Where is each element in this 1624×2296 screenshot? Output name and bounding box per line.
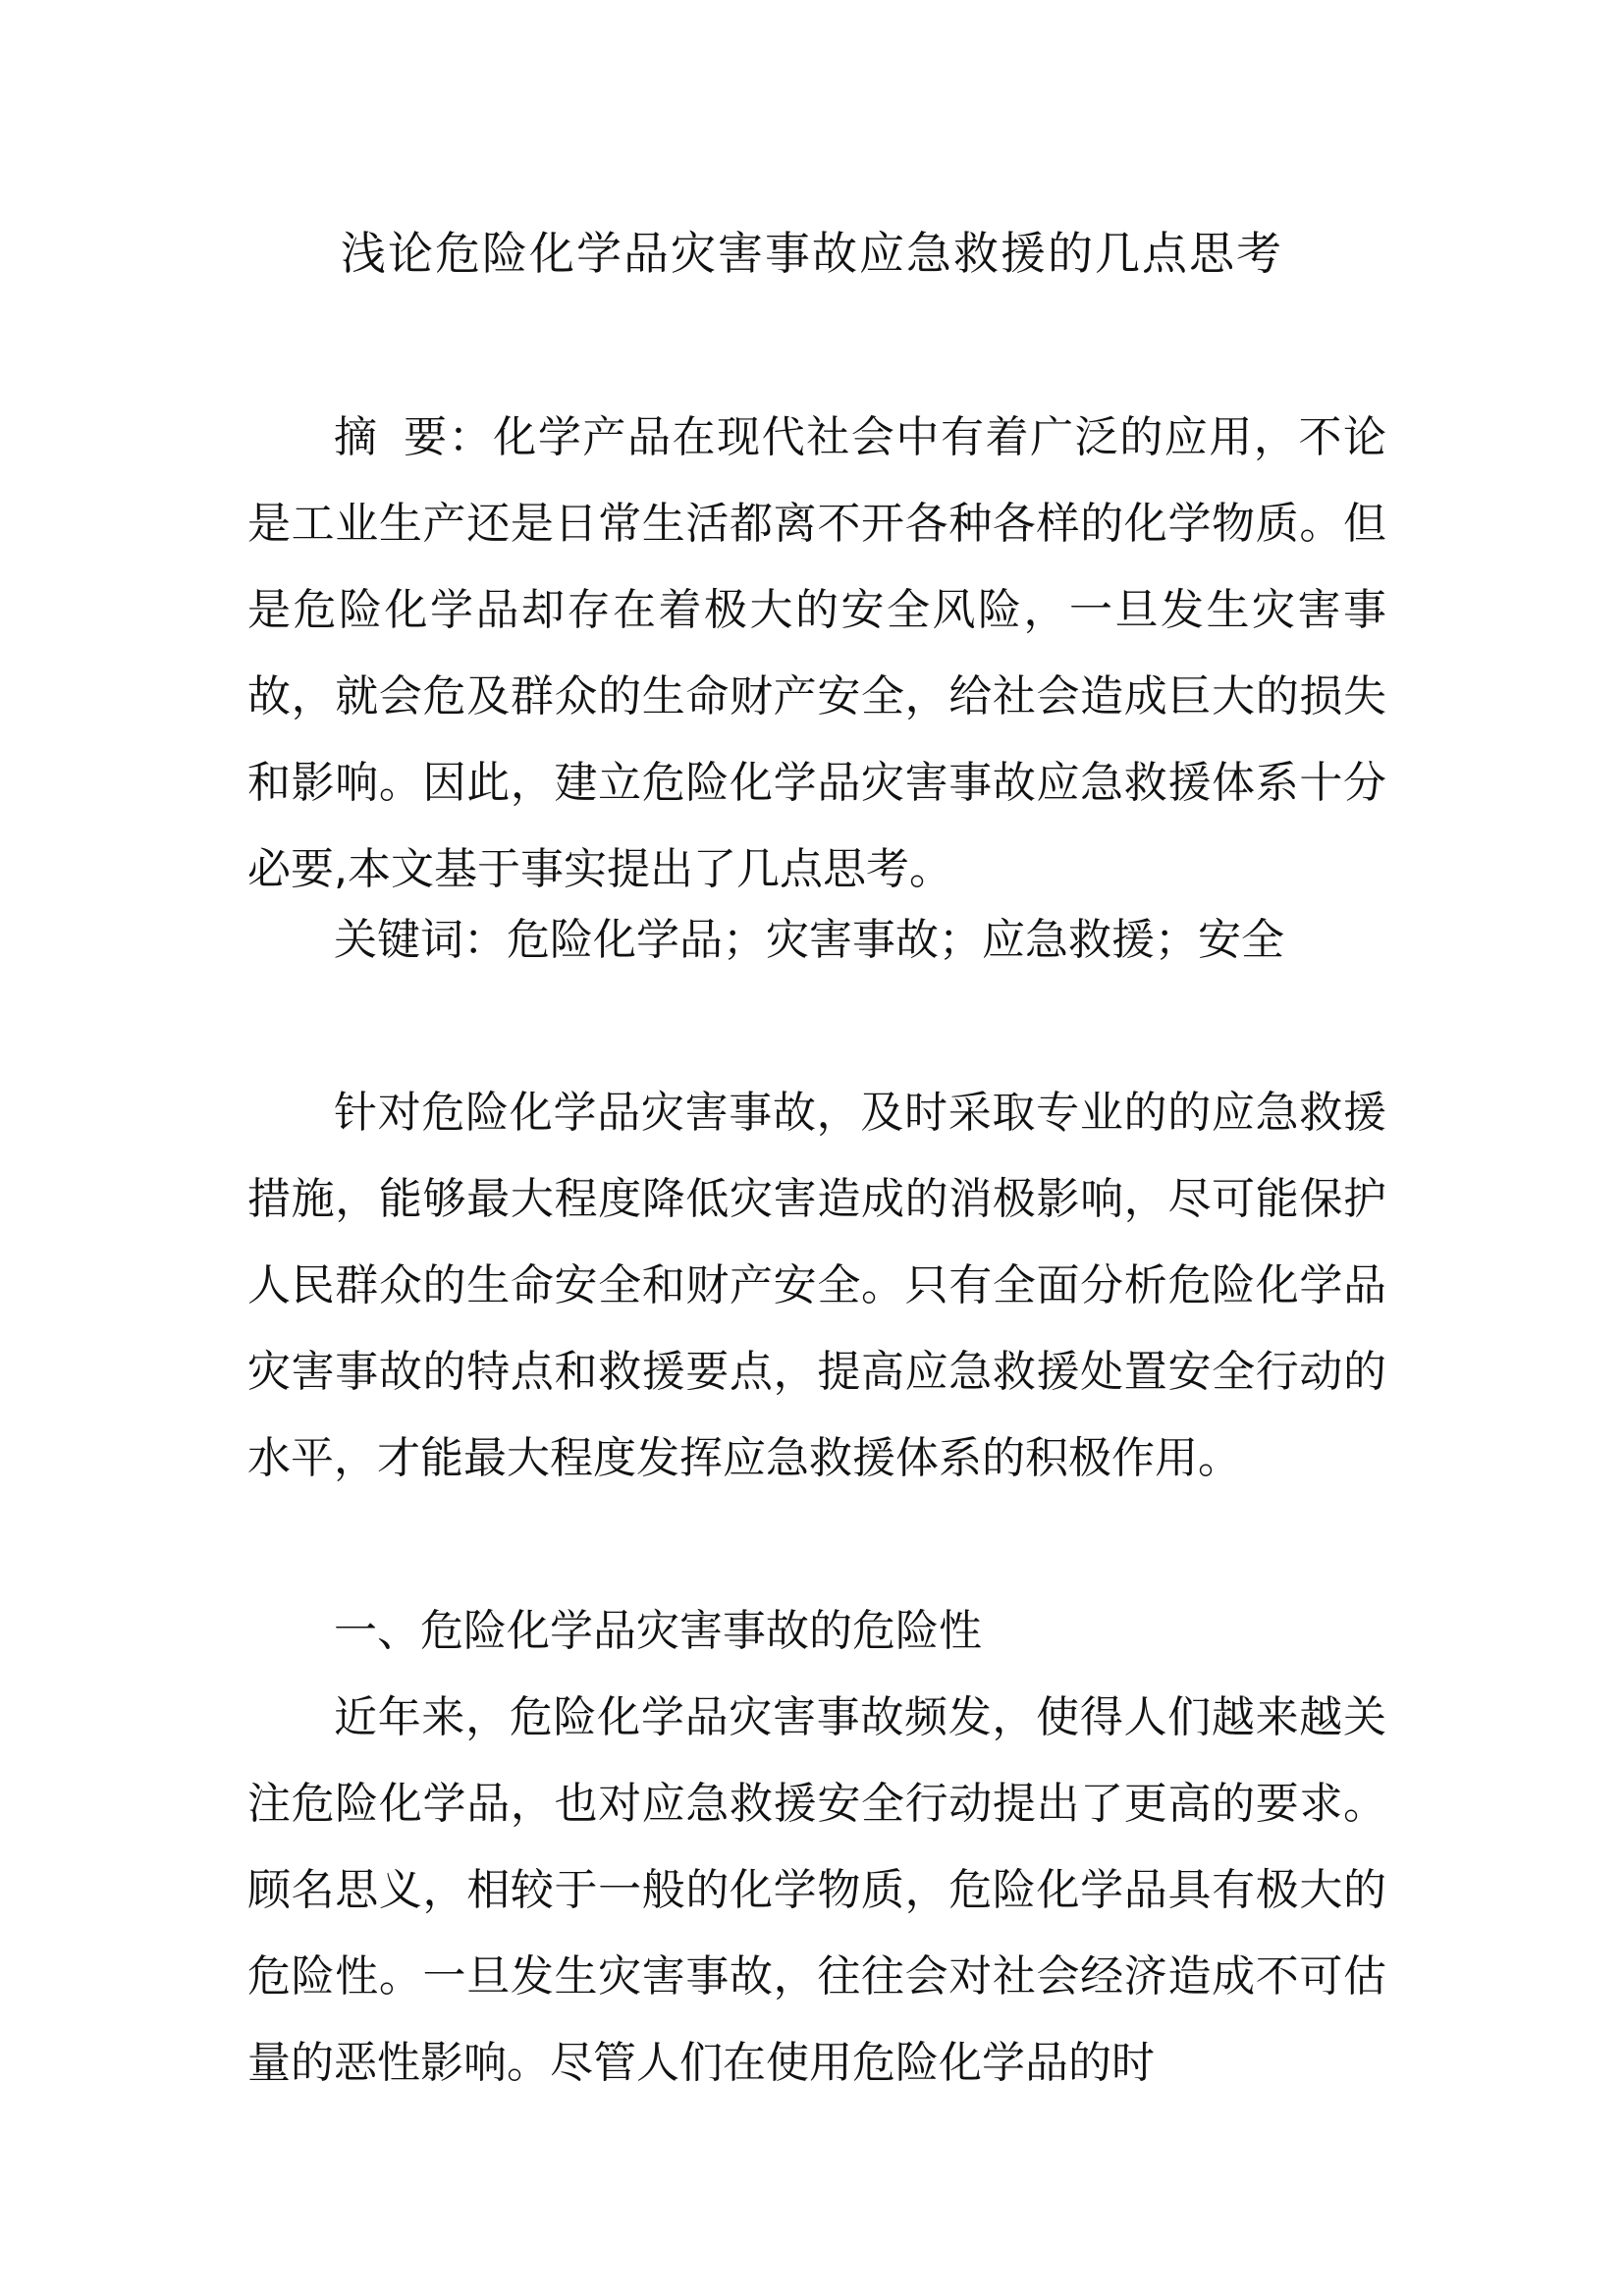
document-title: 浅论危险化学品灾害事故应急救援的几点思考 <box>341 227 1283 280</box>
abstract-label <box>334 412 493 462</box>
keywords-line <box>334 897 1284 984</box>
section-paragraph: 近年来，危险化学品灾害事故频发，使得人们越来越关注危险化学品，也对应急救援安全行动提出了更高的要求。顾名思义，相较于一般的化学物质，危险化学品具有极大的危险性。一旦发生灾害事故，往往会对社会经济造成不可估量的恶性影响。尽管人们在使用危险化学品的时 <box>247 1692 1386 2088</box>
abstract-paragraph <box>247 395 1386 913</box>
intro-paragraph: 针对危险化学品灾害事故，及时采取专业的的应急救援措施，能够最大程度降低灾害造成的消极影响，尽可能保护人民群众的生命安全和财产安全。只有全面分析危险化学品灾害事故的特点和救援要点，提高应急救援处置安全行动的水平，才能最大程度发挥应急救援体系的积极作用。 <box>247 1088 1386 1483</box>
abstract-text: 化学产品在现代社会中有着广泛的应用，不论是工业生产还是日常生活都离不开各种各样的化学物质。但是危险化学品却存在着极大的安全风险，一旦发生灾害事故，就会危及群众的生命财产安全，给社会造成巨大的损失和影响。因此，建立危险化学品灾害事故应急救援体系十分必要,本文基于事实提出了几点思考。 <box>247 412 1387 894</box>
abstract-label-char-1: 摘 <box>334 412 379 462</box>
abstract-label-colon: ： <box>448 412 494 462</box>
section-heading: 一、危险化学品灾害事故的危险性 <box>334 1606 982 1656</box>
keywords-label: 关键词： <box>334 915 507 965</box>
keywords-text: 危险化学品；灾害事故；应急救援；安全 <box>507 915 1284 965</box>
abstract-label-char-2: 要 <box>402 412 449 462</box>
